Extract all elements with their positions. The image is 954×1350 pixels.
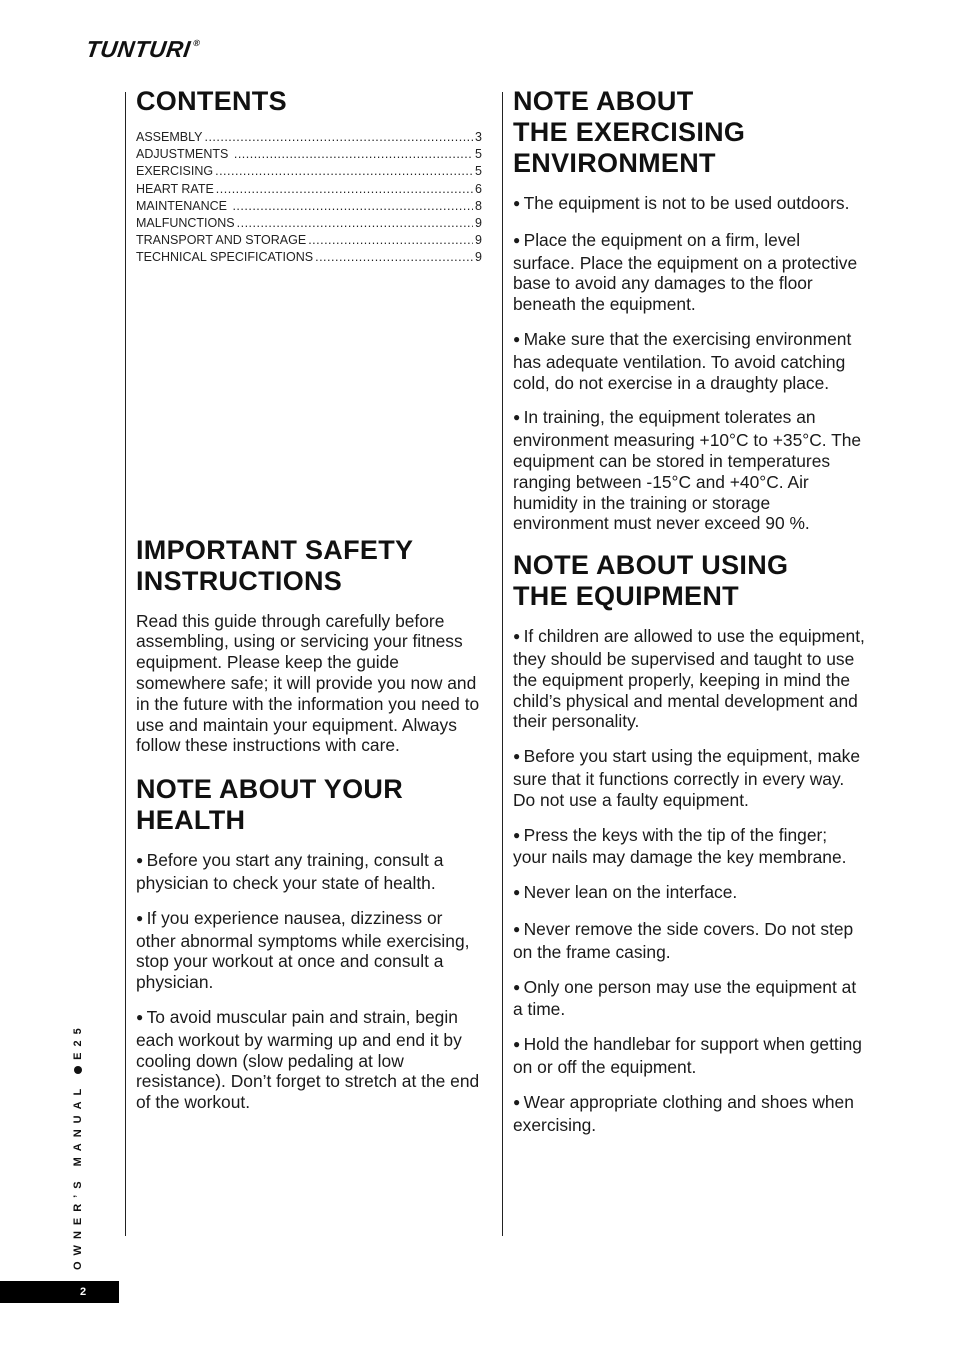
toc-page: 9 <box>475 216 482 231</box>
safety-body: Read this guide through carefully before assembling, using or servicing your fitness equipment. Please keep the guide somewhere safe; it will provide you now and in the future with the information you need to use and maintain your equipment. Always follow these instructions with care. <box>136 610 480 756</box>
health-bullets <box>136 850 482 1113</box>
toc-item[interactable] <box>136 146 482 163</box>
toc-label: HEART RATE <box>136 181 214 196</box>
contents-title: CONTENTS <box>136 86 287 116</box>
toc-page: 3 <box>475 130 482 144</box>
right-column <box>513 86 865 1135</box>
toc-page: 9 <box>475 250 482 265</box>
health-bullet: ● If you experience nausea, dizziness or other abnormal symptoms while exercising, stop your workout at once and consult a physician. <box>136 908 482 993</box>
toc-label: TRANSPORT AND STORAGE <box>136 233 307 248</box>
registered-mark: ® <box>192 38 202 48</box>
environment-bullet: ● Place the equipment on a firm, level surface. Place the equipment on a protective base to avoid any damages to the floor beneath the equipment. <box>513 230 865 315</box>
environment-bullets <box>513 193 865 534</box>
using-bullets <box>513 626 865 1135</box>
environment-bullet: ● Make sure that the exercising environment has adequate ventilation. To avoid catching cold, do not exercise in a draughty place. <box>513 329 865 393</box>
table-of-contents <box>136 129 482 267</box>
toc-label: ASSEMBLY <box>136 130 203 144</box>
using-bullet: ● Only one person may use the equipment at a time. <box>513 977 865 1021</box>
left-column-divider <box>125 92 126 1236</box>
manual-label: OWNER’S MANUAL <box>72 1082 84 1270</box>
toc-label: MALFUNCTIONS <box>136 216 235 231</box>
toc-item[interactable] <box>136 129 482 146</box>
toc-item[interactable] <box>136 215 482 232</box>
brand-name: TUNTURI <box>84 36 193 62</box>
safety-title: IMPORTANT SAFETY INSTRUCTIONS <box>136 534 414 596</box>
left-column <box>136 86 482 1113</box>
toc-label: ADJUSTMENTS <box>136 147 232 162</box>
health-bullet: ● Before you start any training, consult a physician to check your state of health. <box>136 850 482 894</box>
toc-label: EXERCISING <box>136 164 214 179</box>
using-bullet: ● Never lean on the interface. <box>513 882 865 905</box>
using-bullet: ● Hold the handlebar for support when getting on or off the equipment. <box>513 1034 865 1078</box>
toc-item[interactable] <box>136 232 482 249</box>
environment-bullet: ● In training, the equipment tolerates an environment measuring +10°C to +35°C. The equipment can be stored in temperatures ranging between -15°C and +40°C. Air humidity in the training or storage environment must never exceed 90 %. <box>513 407 865 534</box>
manual-side-label <box>72 1022 84 1270</box>
toc-item[interactable] <box>136 181 482 198</box>
toc-page: 9 <box>475 233 482 248</box>
toc-label: TECHNICAL SPECIFICATIONS <box>136 250 314 265</box>
using-bullet: ● Never remove the side covers. Do not step on the frame casing. <box>513 919 865 963</box>
toc-item[interactable] <box>136 198 482 215</box>
page-number: 2 <box>80 1286 87 1298</box>
right-column-divider <box>502 92 503 1236</box>
toc-page: 6 <box>475 181 482 196</box>
using-bullet: ● Press the keys with the tip of the finger; your nails may damage the key membrane. <box>513 825 865 869</box>
toc-page: 5 <box>475 164 482 179</box>
bullet-dot-icon <box>74 1066 82 1074</box>
health-bullet: ● To avoid muscular pain and strain, begin each workout by warming up and end it by cooling down (slow pedaling at low resistance). Don’t forget to stretch at the end of the workout. <box>136 1007 482 1113</box>
using-title: NOTE ABOUT USING THE EQUIPMENT <box>513 550 789 612</box>
brand-logo <box>84 36 201 63</box>
toc-label: MAINTENANCE <box>136 198 231 213</box>
environment-title: NOTE ABOUT THE EXERCISING ENVIRONMENT <box>513 86 746 178</box>
toc-item[interactable] <box>136 249 482 266</box>
page-number-box <box>0 1281 119 1303</box>
toc-item[interactable] <box>136 163 482 180</box>
health-title: NOTE ABOUT YOUR HEALTH <box>136 774 404 836</box>
using-bullet: ● Before you start using the equipment, make sure that it functions correctly in every way. Do not use a faulty equipment. <box>513 746 865 810</box>
using-bullet: ● Wear appropriate clothing and shoes when exercising. <box>513 1092 865 1136</box>
model-label: E25 <box>72 1022 84 1060</box>
toc-page: 5 <box>475 147 482 162</box>
toc-page: 8 <box>475 198 482 213</box>
using-bullet: ● If children are allowed to use the equipment, they should be supervised and taught to use the equipment properly, keeping in mind the child’s physical and mental development and their personality. <box>513 626 865 732</box>
environment-bullet: ● The equipment is not to be used outdoors. <box>513 193 865 216</box>
